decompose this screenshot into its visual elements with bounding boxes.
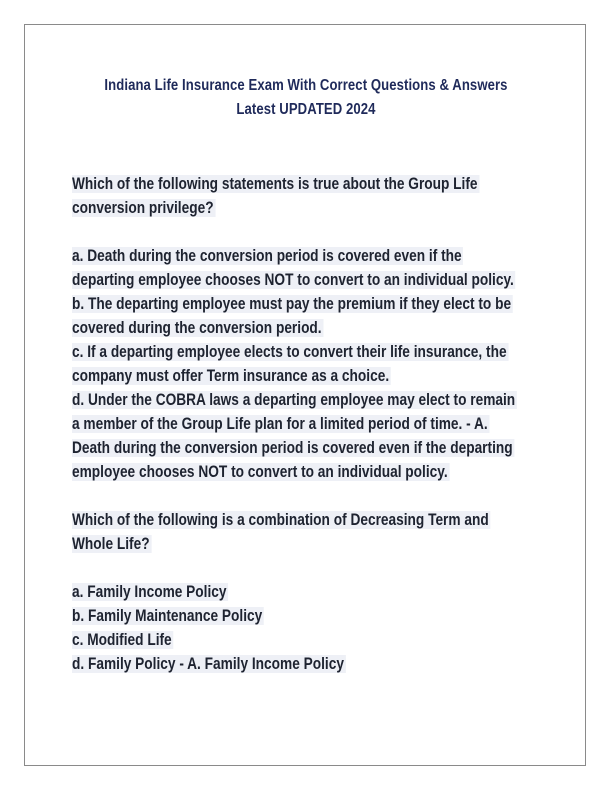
question-2-line-1: Which of the following is a combination of Decreasing Term and	[72, 511, 489, 529]
question-1-option-line-1: a. Death during the conversion period is covered even if the	[72, 247, 462, 265]
document-title	[88, 74, 524, 122]
question-2-line-2: Whole Life?	[72, 535, 150, 553]
question-1-option-line-10: employee chooses NOT to convert to an individual policy.	[72, 463, 448, 481]
question-1-option-line-3: b. The departing employee must pay the premium if they elect to be	[72, 295, 512, 313]
question-1-option-line-9: Death during the conversion period is covered even if the departing	[72, 439, 513, 457]
question-1-line-2: conversion privilege?	[72, 199, 214, 217]
question-1-option-line-5: c. If a departing employee elects to convert their life insurance, the	[72, 343, 507, 361]
question-1-option-line-8: a member of the Group Life plan for a limited period of time. - A.	[72, 415, 488, 433]
question-1-option-line-2: departing employee chooses NOT to convert to an individual policy.	[72, 271, 514, 289]
question-2-option-c: c. Modified Life	[72, 631, 172, 649]
question-2-option-d-answer: d. Family Policy - A. Family Income Policy	[72, 655, 344, 673]
question-1-text	[72, 172, 537, 196]
question-2-option-a: a. Family Income Policy	[72, 583, 227, 601]
question-2-option-b: b. Family Maintenance Policy	[72, 607, 263, 625]
question-1-option-line-4: covered during the conversion period.	[72, 319, 322, 337]
question-block-1	[72, 172, 537, 484]
document-body	[72, 172, 537, 676]
question-1-option-line-6: company must offer Term insurance as a choice.	[72, 367, 390, 385]
question-block-2	[72, 508, 537, 676]
question-1-option-line-7: d. Under the COBRA laws a departing employee may elect to remain	[72, 391, 516, 409]
title-line-2: Latest UPDATED 2024	[236, 101, 376, 118]
title-line-1: Indiana Life Insurance Exam With Correct Questions & Answers	[104, 77, 508, 94]
question-1-line-1: Which of the following statements is true about the Group Life	[72, 175, 478, 193]
